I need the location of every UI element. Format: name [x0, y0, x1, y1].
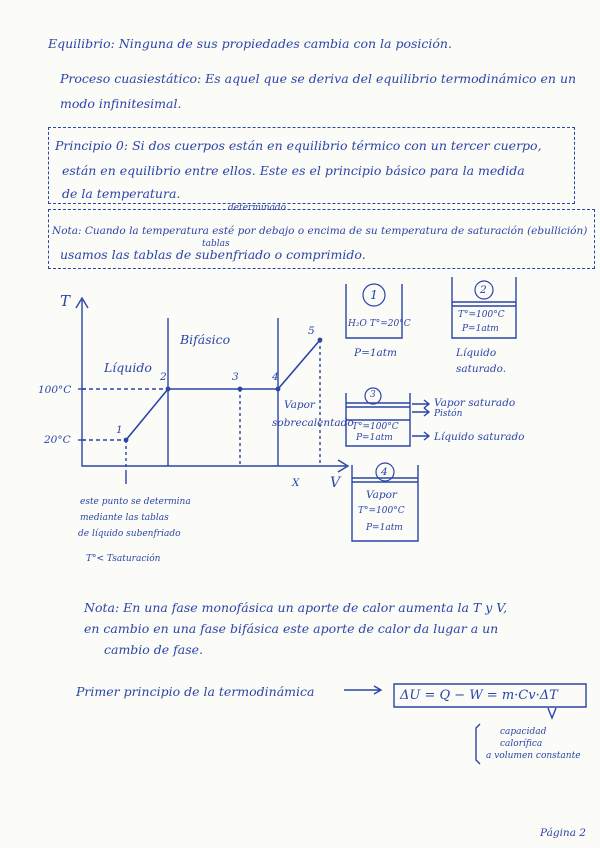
point-3-dot [238, 387, 243, 392]
tank-3-label-liquido: Líquido saturado [434, 431, 525, 443]
tank-3-pressure: P=1atm [356, 433, 393, 443]
nota-insert-word: determinado [228, 203, 287, 213]
region-liquido: Líquido [104, 360, 152, 375]
tank-4-vapor: Vapor [366, 489, 397, 501]
axis-label-t: T [60, 292, 71, 310]
region-bifasico: Bifásico [180, 332, 231, 347]
tank-2-number: 2 [480, 284, 487, 296]
definition-proceso-line-1: Proceso cuasiestático: Es aquel que se deriva del equilibrio termodinámico en un [60, 71, 577, 86]
tank-3-number: 3 [370, 390, 376, 400]
tank-1-number: 1 [370, 287, 378, 302]
principio-0-line-3: de la temperatura. [62, 186, 181, 201]
point-1-dot [124, 438, 129, 443]
arrow-liquido-saturado [412, 432, 429, 440]
point-1-note-2: mediante las tablas [80, 513, 169, 523]
primer-principio-formula: ΔU = Q − W = m·Cv·ΔT [400, 688, 558, 703]
nota-fase-line-3: cambio de fase. [104, 642, 204, 657]
point-1-note-4: T°< Tsaturación [86, 554, 161, 564]
region-vapor-1: Vapor [284, 399, 315, 411]
cv-note-1: capacidad [500, 727, 547, 737]
point-4-label: 4 [272, 371, 279, 383]
cv-arrow [548, 708, 556, 718]
diagram-axes [82, 300, 346, 466]
axis-label-v: V [330, 475, 341, 491]
formula-arrow [344, 686, 381, 694]
point-2-label: 2 [160, 371, 167, 383]
tank-2-caption-2: saturado. [456, 363, 507, 375]
region-vapor-2: sobrecalentado [272, 417, 354, 429]
nota-small-insert: tablas [202, 239, 230, 249]
tank-1-content: H₂O T°=20°C [348, 319, 411, 329]
arrow-vapor-saturado [412, 400, 429, 408]
tank-2-pressure: P=1atm [462, 324, 499, 334]
cv-note-2: calorífica [500, 739, 543, 749]
x-mark: X [292, 477, 300, 489]
point-1-note-3: de líquido subenfriado [78, 529, 181, 539]
tank-4-number: 4 [381, 466, 388, 478]
point-4-dot [276, 387, 281, 392]
tank-3-temp: T°=100°C [352, 422, 399, 432]
primer-principio-label: Primer principio de la termodinámica [76, 684, 315, 699]
cv-note-3: a volumen constante [486, 751, 581, 761]
definition-proceso-line-2: modo infinitesimal. [60, 96, 182, 111]
tank-4-pressure: P=1atm [366, 523, 403, 533]
point-2-dot [166, 387, 171, 392]
principio-0-line-2: están en equilibrio entre ellos. Este es el principio básico para la medida [62, 163, 525, 178]
nota-fase-line-1: Nota: En una fase monofásica un aporte de calor aumenta la T y V, [84, 600, 508, 615]
arrow-piston [412, 408, 429, 416]
nota-saturacion-line-1: Nota: Cuando la temperatura esté por debajo o encima de su temperatura de saturación (ebullición) [52, 225, 588, 237]
point-1-note-1: este punto se determina [80, 497, 191, 507]
tank-2-piston [452, 302, 516, 306]
tank-3-label-vapor: Vapor saturado [434, 397, 516, 409]
tank-2-temp: T°=100°C [458, 310, 505, 320]
page-number: Página 2 [540, 827, 586, 839]
tank-4-temp: T°=100°C [358, 506, 405, 516]
nota-fase-line-2: en cambio en una fase bifásica este aporte de calor da lugar a un [84, 621, 499, 636]
point-5-label: 5 [308, 325, 315, 337]
principio-0-line-1: Principio 0: Si dos cuerpos están en equilibrio térmico con un tercer cuerpo, [55, 138, 542, 153]
definition-equilibrio: Equilibrio: Ninguna de sus propiedades cambia con la posición. [48, 36, 452, 51]
cv-bracket [476, 724, 480, 764]
tank-3-piston [346, 403, 410, 407]
tank-3-label-piston: Pistón [434, 409, 463, 419]
point-5-dot [318, 338, 323, 343]
nota-saturacion-line-2: usamos las tablas de subenfriado o comprimido. [60, 247, 366, 262]
point-1-label: 1 [116, 424, 123, 436]
tank-2-caption-1: Líquido [456, 347, 497, 359]
point-3-label: 3 [232, 371, 239, 383]
tank-1-pressure: P=1atm [354, 347, 397, 359]
tick-label-20: 20°C [44, 434, 71, 446]
tick-label-100: 100°C [38, 384, 72, 396]
